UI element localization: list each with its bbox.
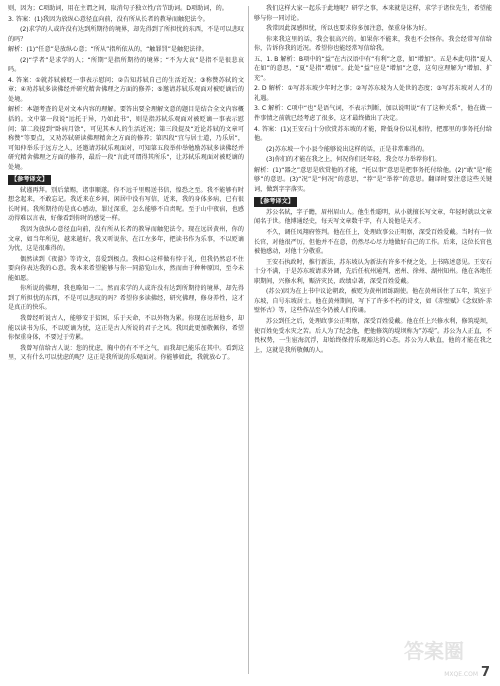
watermark-url: MXQE.COM bbox=[444, 671, 478, 678]
right-paragraph: (苏公)因为在上书中议论朝政，被贬为黄州团练副使。他在黄州居住了五年，筑室于东坡，自号东坡居士。他在黄州期间，写下了许多不朽的诗文，如《赤壁赋》《念奴娇·赤壁怀古》等，这些作品至今仍被人们传诵。 bbox=[254, 288, 492, 315]
left-paragraph: 【参考译文】 bbox=[8, 175, 51, 185]
left-paragraph: 偶然读到《夜游》等诗文，喜爱到极点。我担心这样做有悖于礼，但我仍然忍不住要向你表达我的心意。我本来希望能够与你一同游览山水，然而由于种种原因，至今未能如愿。 bbox=[8, 255, 244, 282]
right-column bbox=[254, 4, 492, 356]
right-paragraph: 3. C 解析：C项中“也”是语气词，不表示判断，加以说明说“有了这种关系”，他在做一件事情之前就已经考虑了很多，这才最终做出了决定。 bbox=[254, 105, 492, 123]
watermark-logo: 答案圈 bbox=[404, 639, 464, 663]
left-paragraph: (2)求学的人或许没有达到所期待的境界，却先得到了所担忧的东西，不是可以悲叹的吗？ bbox=[8, 26, 244, 43]
left-paragraph: 解析：本题考查的是对文本内容的理解。要答出要全理解文意的题目是结合全文内容概括的。文中第一段说“远托于异，乃如此书”，则是指苏轼乐观面对被贬谪一事表示慰问；第二段提到“卧病月馀”，可见其本人的生活近况；第三段提及“近论苏轼的文章可称赞”等要点，又劝苏轼研读佛理精舍之方面的修养；第四段“宜与居士道，乃乐居”，可知仲举乐于远方之人，还邀请苏轼乐观面对，可知第五段举仲举勉励苏轼多读佛经并研究精舍佛理之方面的修养，最后一段“言此可谓得其所乐”，让苏轼乐观面对被贬谪的处境。 bbox=[8, 106, 244, 171]
left-paragraph: (2)“学者”是求学的人；“所期”是指所期待的境界；“不为大哀”是指不是很悲哀吗。 bbox=[8, 56, 244, 74]
left-paragraph: 我因为放纵心意径直向前，没有所从长者的教导而触犯法令。现在远居黄州，你的文章，如当年所见，越来越好。我又听说你，在江左多年，把读书作为乐事，不以贬谪为忧，这是很难得的。 bbox=[8, 226, 244, 253]
right-paragraph: 解析：(1)“器之”意思是欣赏他的才能，“托以事”意思是把事务托付给他。(2)“敢”是“能够”的意思。(3)“况”是“何况”的意思，“荐”是“举荐”的意思。翻译时要注意这些关键词，做到字字落实。 bbox=[254, 166, 492, 193]
left-paragraph: 我曾写信给古人说：您的忧虑，胸中仍有不平之气，而我却已能乐在其中。看到这里，又有什么可以忧虑的呢？这正是我所说的乐观面对。你能够如此，我就放心了。 bbox=[8, 344, 244, 362]
left-paragraph: 3. 答案：(1)我因为放纵心意径直向前，没有所从长者的教导而触犯法令。 bbox=[8, 15, 209, 23]
left-paragraph: 你所说的佛理，我也略知一二。然而求学的人或许没有达到所期待的境界，却先得到了所担忧的东西，不是可以悲叹的吗？希望你多读佛经，研究佛理，修身养性，这才是真正的快乐。 bbox=[8, 285, 244, 312]
right-paragraph: 我们这样大家一起乐于此地呢？研学之事，本来就是这样，求学于诸位先生，希望能够与你一同讨论。 bbox=[254, 5, 492, 22]
right-paragraph: 五、1. B 解析：B项中的“益”在古汉语中有“有利”之意，如“增加”。五是本此句指“夏人在如”的意思，“夏”是指“增加”。此处“益”应是“增加”之意，这句应理解为“增加、扩充”。 bbox=[254, 55, 492, 82]
right-paragraph: 你来我这里的话，我会很高兴的。如果你不能来，我也不会怪你。我会经常写信给你，告诉你我的近况。希望你也能经常写信给我。 bbox=[254, 35, 492, 53]
column-divider bbox=[248, 6, 249, 674]
right-paragraph: 苏公名轼，字子瞻，眉州眉山人。他生性聪明，从小就擅长写文章，年轻时就以文章闻名于世。他博通经史，每天写文章数千字，有人说他是天才。 bbox=[254, 208, 492, 226]
right-paragraph: 王安石执政时，推行新法，苏东坡认为新法有许多不便之处，上书陈述意见。王安石十分不满，于是苏东坡请求外调，先后任杭州通判，密州、徐州、湖州知州。他在各地任职期间，兴修水利，赈济灾民，政绩卓著，深受百姓爱戴。 bbox=[254, 258, 492, 285]
left-paragraph: 轼谨再拜。别后蒙赐，诸事顺遂。你不远千里赐送书信，惶恐之至。我不能够有时想念起来，不敢忘记。我近来在乡间，闲居中没有写信，近来，我的身体多病，已有很长时间。我所期待的是真心感动，罪过深重，怎么能够不自责呢。至于山中夜宿，也感动得难以言表，好像看到你时的感觉一样。 bbox=[8, 186, 244, 223]
right-paragraph: (3)你们的才能在我之上，何况你们还年轻，我会尽力举荐你们。 bbox=[266, 156, 441, 164]
right-paragraph: 4. 答案：(1)(王安石)十分欣赏苏东坡的才能，降低身份以礼相待，把那里的事务托付给他。 bbox=[254, 125, 492, 143]
page-number: 7 bbox=[480, 665, 490, 680]
right-paragraph: 2. D 解析：①写苏东坡少年时之事；②写苏东坡为人处世的态度；③写苏东坡对人才的礼遇。 bbox=[254, 85, 492, 102]
right-paragraph: 我常因此深感担忧，所以也要求你多加注意，保重身体为好。 bbox=[266, 25, 431, 33]
right-paragraph: 苏公到任之后，处理政事公正明察，深受百姓爱戴。他在任上兴修水利，修筑堤坝，使百姓免受水灾之苦。后人为了纪念他，把他修筑的堤坝称为“苏堤”。苏公为人正直，不畏权势，一生宦海沉浮，却始终保持乐观豁达的心态。苏公为人耿直，他的才能在我之上，这就是我所敬佩的人。 bbox=[254, 317, 492, 354]
left-paragraph: 则，因为；C项助词，用在主谓之间，取消句子独立性/音节助词。D项助词，的。 bbox=[8, 5, 228, 12]
right-paragraph: 不久，调任凤翔府签判。他在任上，处理政事公正明察，深受百姓爱戴。当时有一位长官，对他很严厉，但他并不在意，仍然尽心尽力地做好自己的工作。后来，这位长官也被他感动，对他十分敬重。 bbox=[254, 229, 492, 256]
left-column bbox=[8, 4, 244, 364]
left-paragraph: 解析：(1)“任意”是放纵心意；“所从”指所依从的，“触罪罚”是触犯法律。 bbox=[8, 46, 208, 54]
right-paragraph: 【参考译文】 bbox=[254, 197, 297, 207]
left-paragraph: 我曾经听说古人，能够安于贫困，乐于天命，不以外物为累。你现在远居他乡，却能以读书为乐，不以贬谪为忧，这正是古人所说的君子之风。我因此更加敬佩你，希望你保重身体，不要过于劳累。 bbox=[8, 314, 244, 342]
left-paragraph: 4. 答案：①就苏轼被贬一事表示慰问；②告知苏轼自己的生活近况；③称赞苏轼的文章；④劝苏轼多读佛经并研究精舍佛理之方面的修养；⑤邀请苏轼乐观面对被贬谪后的处境。 bbox=[8, 76, 244, 103]
right-paragraph: (2)苏东坡一个小县令能够说出这样的话，正是非常难得的。 bbox=[266, 145, 429, 153]
